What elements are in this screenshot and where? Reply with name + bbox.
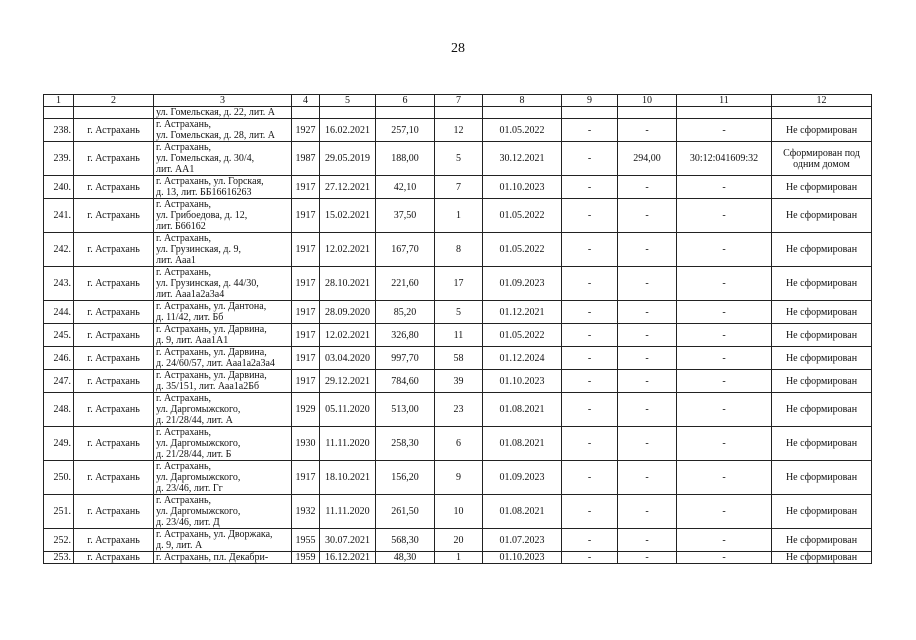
cadastral-number-cell: - — [677, 461, 772, 495]
address-line: д. 21/28/44, лит. А — [156, 415, 233, 426]
planned-date-cell: 01.08.2021 — [483, 427, 562, 461]
status-line: Не сформирован — [785, 534, 858, 546]
column-number-header-row — [44, 95, 872, 107]
count-cell: 10 — [435, 495, 483, 529]
column-9-cell: - — [562, 142, 618, 176]
date-cell: 11.11.2020 — [320, 427, 376, 461]
continuation-row — [44, 107, 872, 119]
column-10-cell: - — [618, 461, 677, 495]
address-line: д. 23/46, лит. Д — [156, 517, 220, 528]
year-cell: 1917 — [292, 233, 320, 267]
column-10-cell: - — [618, 267, 677, 301]
address-line: д. 9, лит. А — [156, 540, 203, 551]
column-9-cell: - — [562, 495, 618, 529]
column-10-cell: - — [618, 427, 677, 461]
table-row — [44, 495, 872, 529]
address-cell — [154, 267, 292, 301]
count-cell: 12 — [435, 119, 483, 142]
cadastral-number-cell: - — [677, 267, 772, 301]
address-cell — [154, 142, 292, 176]
address-cell — [154, 552, 292, 564]
column-header: 12 — [772, 95, 872, 107]
planned-date-cell: 01.05.2022 — [483, 233, 562, 267]
city-cell: г. Астрахань — [74, 176, 154, 199]
table-cell — [435, 107, 483, 119]
table-row — [44, 119, 872, 142]
column-10-cell: - — [618, 324, 677, 347]
row-number-cell: 248. — [44, 393, 74, 427]
city-cell: г. Астрахань — [74, 119, 154, 142]
status-cell — [772, 427, 872, 461]
column-9-cell: - — [562, 233, 618, 267]
address-cell — [154, 119, 292, 142]
area-cell: 37,50 — [376, 199, 435, 233]
column-10-cell: - — [618, 495, 677, 529]
status-line: Не сформирован — [785, 306, 858, 318]
cadastral-number-cell: - — [677, 176, 772, 199]
count-cell: 17 — [435, 267, 483, 301]
row-number-cell: 243. — [44, 267, 74, 301]
status-line: Не сформирован — [785, 124, 858, 136]
year-cell: 1917 — [292, 267, 320, 301]
date-cell: 28.09.2020 — [320, 301, 376, 324]
area-cell: 326,80 — [376, 324, 435, 347]
address-line: лит. Ааа1а2а3а4 — [156, 289, 225, 300]
area-cell: 85,20 — [376, 301, 435, 324]
city-cell: г. Астрахань — [74, 301, 154, 324]
year-cell: 1917 — [292, 370, 320, 393]
status-cell — [772, 267, 872, 301]
planned-date-cell: 30.12.2021 — [483, 142, 562, 176]
year-cell: 1930 — [292, 427, 320, 461]
status-cell — [772, 393, 872, 427]
date-cell: 28.10.2021 — [320, 267, 376, 301]
planned-date-cell: 01.12.2024 — [483, 347, 562, 370]
row-number-cell: 244. — [44, 301, 74, 324]
table-row — [44, 552, 872, 564]
address-line: ул. Даргомыжского, — [156, 472, 241, 483]
city-cell: г. Астрахань — [74, 370, 154, 393]
status-cell — [772, 119, 872, 142]
city-cell: г. Астрахань — [74, 142, 154, 176]
address-cell — [154, 324, 292, 347]
address-cell — [154, 393, 292, 427]
planned-date-cell: 01.07.2023 — [483, 529, 562, 552]
address-line: ул. Грузинская, д. 9, — [156, 244, 241, 255]
table-cell — [292, 107, 320, 119]
date-cell: 05.11.2020 — [320, 393, 376, 427]
column-9-cell: - — [562, 461, 618, 495]
date-cell: 16.12.2021 — [320, 552, 376, 564]
cadastral-number-cell: - — [677, 495, 772, 529]
year-cell: 1987 — [292, 142, 320, 176]
column-10-cell: - — [618, 552, 677, 564]
area-cell: 167,70 — [376, 233, 435, 267]
area-cell: 997,70 — [376, 347, 435, 370]
column-10-cell: - — [618, 347, 677, 370]
column-9-cell: - — [562, 176, 618, 199]
address-line: д. 11/42, лит. Бб — [156, 312, 224, 323]
year-cell: 1929 — [292, 393, 320, 427]
address-cell — [154, 199, 292, 233]
status-cell — [772, 495, 872, 529]
address-line: г. Астрахань, пл. Декабри- — [156, 552, 269, 563]
address-line: д. 21/28/44, лит. Б — [156, 449, 232, 460]
planned-date-cell: 01.12.2021 — [483, 301, 562, 324]
year-cell: 1917 — [292, 347, 320, 370]
column-header: 11 — [677, 95, 772, 107]
table-cell — [483, 107, 562, 119]
date-cell: 18.10.2021 — [320, 461, 376, 495]
address-cell — [154, 233, 292, 267]
row-number-cell: 240. — [44, 176, 74, 199]
year-cell: 1955 — [292, 529, 320, 552]
cadastral-number-cell: - — [677, 552, 772, 564]
address-cell — [154, 427, 292, 461]
city-cell: г. Астрахань — [74, 199, 154, 233]
column-10-cell: - — [618, 393, 677, 427]
column-9-cell: - — [562, 552, 618, 564]
status-cell — [772, 301, 872, 324]
table-row — [44, 370, 872, 393]
cadastral-number-cell: - — [677, 324, 772, 347]
column-10-cell: - — [618, 529, 677, 552]
count-cell: 1 — [435, 552, 483, 564]
table-cell — [618, 107, 677, 119]
address-line: д. 35/151, лит. Ааа1а2Бб — [156, 381, 260, 392]
year-cell: 1932 — [292, 495, 320, 529]
row-number-cell: 239. — [44, 142, 74, 176]
row-number-cell: 245. — [44, 324, 74, 347]
table-cell — [772, 107, 872, 119]
address-cell — [154, 529, 292, 552]
row-number-cell: 252. — [44, 529, 74, 552]
table-row — [44, 142, 872, 176]
address-line: г. Астрахань, ул. Горская, — [156, 176, 264, 187]
address-line: г. Астрахань, — [156, 461, 212, 472]
table-cell — [562, 107, 618, 119]
column-header: 3 — [154, 95, 292, 107]
address-line: г. Астрахань, — [156, 427, 212, 438]
date-cell: 29.12.2021 — [320, 370, 376, 393]
row-number-cell: 247. — [44, 370, 74, 393]
planned-date-cell: 01.10.2023 — [483, 370, 562, 393]
address-line: д. 13, лит. ББ16616263 — [156, 187, 252, 198]
status-cell — [772, 347, 872, 370]
status-cell — [772, 552, 872, 564]
city-cell: г. Астрахань — [74, 393, 154, 427]
column-10-cell: - — [618, 301, 677, 324]
date-cell: 03.04.2020 — [320, 347, 376, 370]
year-cell: 1917 — [292, 324, 320, 347]
address-line: ул. Даргомыжского, — [156, 404, 241, 415]
address-line: г. Астрахань, — [156, 267, 212, 278]
cadastral-number-cell: - — [677, 529, 772, 552]
planned-date-cell: 01.05.2022 — [483, 119, 562, 142]
row-number-cell: 253. — [44, 552, 74, 564]
column-10-cell: - — [618, 176, 677, 199]
address-line: г. Астрахань, — [156, 199, 212, 210]
status-line: Не сформирован — [785, 210, 858, 221]
planned-date-cell: 01.10.2023 — [483, 176, 562, 199]
date-cell: 27.12.2021 — [320, 176, 376, 199]
row-number-cell: 242. — [44, 233, 74, 267]
table-cell — [44, 107, 74, 119]
row-number-cell: 251. — [44, 495, 74, 529]
status-line: Не сформирован — [785, 181, 858, 193]
year-cell: 1917 — [292, 176, 320, 199]
address-line: лит. Ааа1 — [156, 255, 196, 266]
count-cell: 7 — [435, 176, 483, 199]
status-line: одним домом — [793, 158, 850, 170]
address-cell — [154, 370, 292, 393]
table-row — [44, 301, 872, 324]
cadastral-number-cell: - — [677, 427, 772, 461]
cadastral-number-cell: - — [677, 233, 772, 267]
count-cell: 5 — [435, 142, 483, 176]
table-row — [44, 427, 872, 461]
column-10-cell: - — [618, 233, 677, 267]
status-cell — [772, 370, 872, 393]
cadastral-number-cell: 30:12:041609:32 — [677, 142, 772, 176]
table-row — [44, 461, 872, 495]
address-line: г. Астрахань, ул. Дарвина, — [156, 370, 267, 381]
column-header: 4 — [292, 95, 320, 107]
date-cell: 12.02.2021 — [320, 233, 376, 267]
count-cell: 8 — [435, 233, 483, 267]
status-cell — [772, 176, 872, 199]
status-cell — [772, 142, 872, 176]
status-line: Не сформирован — [785, 244, 858, 255]
column-9-cell: - — [562, 301, 618, 324]
row-number-cell: 249. — [44, 427, 74, 461]
area-cell: 257,10 — [376, 119, 435, 142]
count-cell: 5 — [435, 301, 483, 324]
table-row — [44, 347, 872, 370]
housing-registry-table — [43, 94, 872, 564]
row-number-cell: 250. — [44, 461, 74, 495]
address-line: лит. АА1 — [156, 164, 195, 175]
column-9-cell: - — [562, 119, 618, 142]
planned-date-cell: 01.05.2022 — [483, 324, 562, 347]
area-cell: 261,50 — [376, 495, 435, 529]
area-cell: 48,30 — [376, 552, 435, 564]
area-cell: 42,10 — [376, 176, 435, 199]
planned-date-cell: 01.05.2022 — [483, 199, 562, 233]
area-cell: 221,60 — [376, 267, 435, 301]
count-cell: 20 — [435, 529, 483, 552]
row-number-cell: 246. — [44, 347, 74, 370]
table-row — [44, 529, 872, 552]
table-row — [44, 199, 872, 233]
row-number-cell: 241. — [44, 199, 74, 233]
date-cell: 30.07.2021 — [320, 529, 376, 552]
table-row — [44, 176, 872, 199]
address-line: ул. Даргомыжского, — [156, 506, 241, 517]
year-cell: 1917 — [292, 461, 320, 495]
count-cell: 39 — [435, 370, 483, 393]
column-header: 1 — [44, 95, 74, 107]
address-line: ул. Грузинская, д. 44/30, — [156, 278, 259, 289]
column-9-cell: - — [562, 370, 618, 393]
column-10-cell: - — [618, 119, 677, 142]
city-cell: г. Астрахань — [74, 552, 154, 564]
city-cell: г. Астрахань — [74, 495, 154, 529]
planned-date-cell: 01.08.2021 — [483, 495, 562, 529]
column-9-cell: - — [562, 324, 618, 347]
year-cell: 1917 — [292, 199, 320, 233]
status-cell — [772, 199, 872, 233]
count-cell: 1 — [435, 199, 483, 233]
address-cell — [154, 347, 292, 370]
count-cell: 6 — [435, 427, 483, 461]
count-cell: 11 — [435, 324, 483, 347]
column-10-cell: 294,00 — [618, 142, 677, 176]
address-line: г. Астрахань, — [156, 119, 212, 130]
column-9-cell: - — [562, 529, 618, 552]
cadastral-number-cell: - — [677, 119, 772, 142]
area-cell: 568,30 — [376, 529, 435, 552]
column-9-cell: - — [562, 427, 618, 461]
planned-date-cell: 01.09.2023 — [483, 461, 562, 495]
area-cell: 513,00 — [376, 393, 435, 427]
address-line: ул. Грибоедова, д. 12, — [156, 210, 248, 221]
column-header: 7 — [435, 95, 483, 107]
address-line: г. Астрахань, ул. Дворжака, — [156, 529, 273, 540]
address-cell — [154, 461, 292, 495]
address-cell — [154, 495, 292, 529]
status-line: Не сформирован — [785, 278, 858, 289]
cadastral-number-cell: - — [677, 199, 772, 233]
status-line: Не сформирован — [785, 472, 858, 483]
city-cell: г. Астрахань — [74, 233, 154, 267]
city-cell: г. Астрахань — [74, 529, 154, 552]
column-10-cell: - — [618, 199, 677, 233]
column-header: 10 — [618, 95, 677, 107]
cadastral-number-cell: - — [677, 301, 772, 324]
address-line: г. Астрахань, — [156, 142, 212, 153]
address-line: лит. Б66162 — [156, 221, 206, 232]
year-cell: 1959 — [292, 552, 320, 564]
table-cell — [376, 107, 435, 119]
status-line: Не сформирован — [785, 552, 858, 563]
area-cell: 188,00 — [376, 142, 435, 176]
planned-date-cell: 01.08.2021 — [483, 393, 562, 427]
address-line: г. Астрахань, — [156, 233, 212, 244]
column-9-cell: - — [562, 199, 618, 233]
address-line: ул. Гомельская, д. 30/4, — [156, 153, 255, 164]
address-cell — [154, 301, 292, 324]
status-cell — [772, 529, 872, 552]
address-line: д. 24/60/57, лит. Ааа1а2а3а4 — [156, 358, 275, 369]
table-row — [44, 267, 872, 301]
city-cell: г. Астрахань — [74, 324, 154, 347]
column-header: 9 — [562, 95, 618, 107]
column-9-cell: - — [562, 267, 618, 301]
address-line: г. Астрахань, — [156, 393, 212, 404]
count-cell: 9 — [435, 461, 483, 495]
table-row — [44, 324, 872, 347]
table-cell — [677, 107, 772, 119]
count-cell: 23 — [435, 393, 483, 427]
table-cell — [320, 107, 376, 119]
date-cell: 16.02.2021 — [320, 119, 376, 142]
status-line: Сформирован под — [783, 147, 860, 159]
year-cell: 1917 — [292, 301, 320, 324]
row-number-cell: 238. — [44, 119, 74, 142]
city-cell: г. Астрахань — [74, 461, 154, 495]
count-cell: 58 — [435, 347, 483, 370]
address-line: ул. Даргомыжского, — [156, 438, 241, 449]
status-line: Не сформирован — [785, 506, 858, 517]
table-row — [44, 233, 872, 267]
continuation-address-cell: ул. Гомельская, д. 22, лит. А — [154, 107, 292, 119]
column-header: 5 — [320, 95, 376, 107]
status-line: Не сформирован — [785, 404, 858, 415]
status-cell — [772, 233, 872, 267]
area-cell: 258,30 — [376, 427, 435, 461]
table-row — [44, 393, 872, 427]
city-cell: г. Астрахань — [74, 267, 154, 301]
date-cell: 12.02.2021 — [320, 324, 376, 347]
column-10-cell: - — [618, 370, 677, 393]
status-line: Не сформирован — [785, 329, 858, 341]
area-cell: 784,60 — [376, 370, 435, 393]
city-cell: г. Астрахань — [74, 347, 154, 370]
status-line: Не сформирован — [785, 438, 858, 449]
status-cell — [772, 461, 872, 495]
status-line: Не сформирован — [785, 352, 858, 364]
address-line: г. Астрахань, ул. Дантона, — [156, 301, 267, 312]
year-cell: 1927 — [292, 119, 320, 142]
address-line: г. Астрахань, — [156, 495, 212, 506]
address-line: г. Астрахань, ул. Дарвина, — [156, 347, 267, 358]
cadastral-number-cell: - — [677, 347, 772, 370]
address-line: д. 23/46, лит. Гг — [156, 483, 223, 494]
column-header: 8 — [483, 95, 562, 107]
address-line: д. 9, лит. Ааа1А1 — [156, 335, 229, 346]
page-number: 28 — [451, 41, 465, 56]
column-9-cell: - — [562, 393, 618, 427]
date-cell: 11.11.2020 — [320, 495, 376, 529]
cadastral-number-cell: - — [677, 370, 772, 393]
date-cell: 15.02.2021 — [320, 199, 376, 233]
planned-date-cell: 01.09.2023 — [483, 267, 562, 301]
status-line: Не сформирован — [785, 375, 858, 387]
cadastral-number-cell: - — [677, 393, 772, 427]
status-cell — [772, 324, 872, 347]
date-cell: 29.05.2019 — [320, 142, 376, 176]
area-cell: 156,20 — [376, 461, 435, 495]
column-header: 6 — [376, 95, 435, 107]
planned-date-cell: 01.10.2023 — [483, 552, 562, 564]
column-header: 2 — [74, 95, 154, 107]
address-line: ул. Гомельская, д. 28, лит. А — [156, 130, 276, 141]
city-cell: г. Астрахань — [74, 427, 154, 461]
table-cell — [74, 107, 154, 119]
address-line: г. Астрахань, ул. Дарвина, — [156, 324, 267, 335]
column-9-cell: - — [562, 347, 618, 370]
address-cell — [154, 176, 292, 199]
